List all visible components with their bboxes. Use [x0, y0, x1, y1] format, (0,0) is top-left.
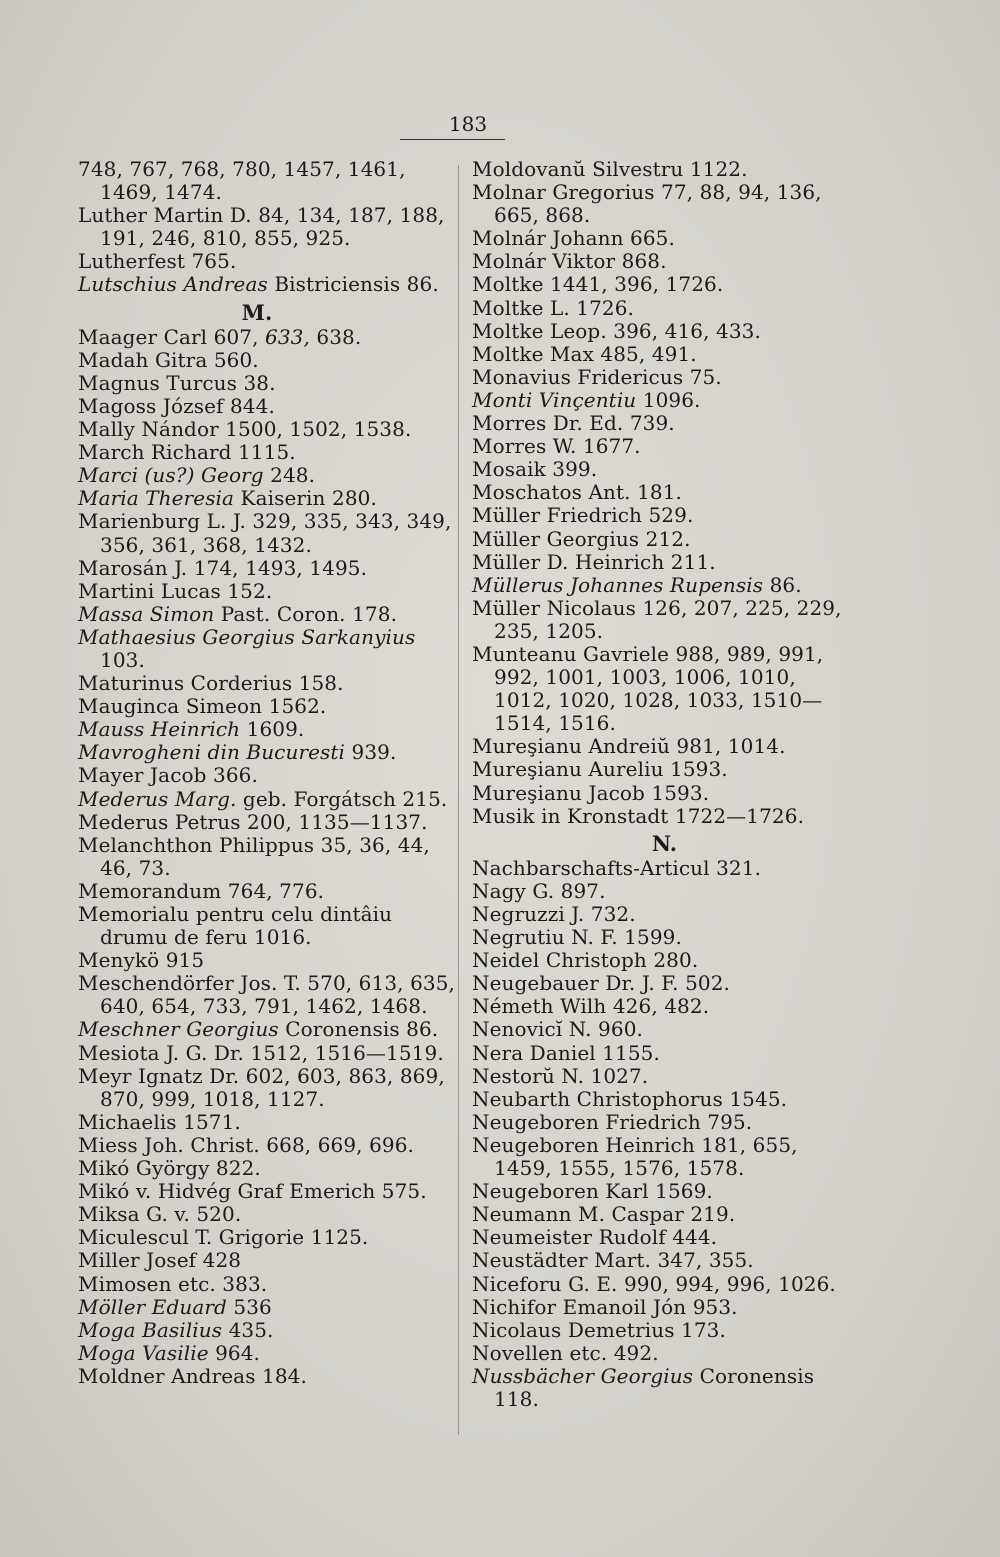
entry-text: Menykö 915 — [78, 948, 205, 973]
index-entry — [78, 903, 456, 949]
entry-text: Morres W. 1677. — [472, 434, 641, 459]
index-entry — [472, 782, 857, 805]
index-entry — [78, 1365, 456, 1388]
entry-text: March Richard 1115. — [78, 440, 296, 465]
index-entry — [472, 735, 857, 758]
entry-text: 638. — [309, 324, 362, 349]
entry-text: 964. — [208, 1340, 261, 1365]
entry-text: Marienburg L. J. 329, 335, 343, 349, 356, 361, 368, 1432. — [78, 509, 452, 557]
entry-text: Moldner Andreas 184. — [78, 1363, 307, 1388]
entry-text: Mureşianu Jacob 1593. — [472, 780, 710, 805]
entry-text: Mederus Petrus 200, 1135—1137. — [78, 809, 428, 834]
index-entry — [472, 250, 857, 273]
index-entry — [472, 1180, 857, 1203]
index-entry — [472, 1042, 857, 1065]
entry-text: Mosaik 399. — [472, 457, 598, 482]
index-entry — [78, 557, 456, 580]
index-entry — [78, 250, 456, 273]
index-entry — [78, 764, 456, 787]
index-entry — [78, 718, 456, 741]
entry-text: Nenovicĭ N. 960. — [472, 1017, 643, 1042]
section-letter-heading: M. — [241, 299, 273, 325]
entry-text-italic: Mathaesius Georgius Sarkanyius — [78, 624, 416, 649]
entry-text: Neugebauer Dr. J. F. 502. — [472, 971, 731, 996]
index-entry — [78, 1203, 456, 1226]
index-entry — [472, 1088, 857, 1111]
index-entry — [472, 903, 857, 926]
entry-text-italic: 633, — [265, 324, 310, 349]
index-entry — [472, 158, 857, 181]
index-entry — [78, 441, 456, 464]
index-entry — [472, 1203, 857, 1226]
index-entry — [78, 1249, 456, 1272]
header-rule — [400, 139, 505, 140]
entry-text-italic: Moga Basilius — [78, 1317, 223, 1342]
entry-text: 1096. — [636, 387, 701, 412]
entry-text-italic: Maria Theresia — [78, 486, 235, 511]
column-divider — [458, 165, 459, 1435]
index-entry — [472, 366, 857, 389]
index-entry — [78, 1273, 456, 1296]
index-entry — [472, 643, 857, 735]
entry-text: Németh Wilh 426, 482. — [472, 994, 710, 1019]
entry-text: Maturinus Corderius 158. — [78, 671, 344, 696]
entry-text: Coronensis 118. — [494, 1363, 815, 1411]
entry-text: Mauginca Simeon 1562. — [78, 694, 327, 719]
entry-text-italic: Marci (us?) Georg — [78, 463, 264, 488]
entry-text: Luther Martin D. 84, 134, 187, 188, 191, 246, 810, 855, 925. — [78, 203, 445, 251]
index-entry — [78, 788, 456, 811]
entry-text: Miller Josef 428 — [78, 1248, 242, 1273]
index-entry — [472, 435, 857, 458]
entry-text: Neugeboren Karl 1569. — [472, 1179, 713, 1204]
index-entry — [78, 834, 456, 880]
index-entry — [78, 204, 456, 250]
entry-text: 103. — [100, 647, 145, 672]
entry-text: 536 — [226, 1294, 272, 1319]
entry-text: geb. Forgátsch 215. — [236, 786, 448, 811]
index-entry — [472, 412, 857, 435]
entry-text: 748, 767, 768, 780, 1457, 1461, 1469, 1474. — [78, 157, 406, 205]
index-entry — [472, 1134, 857, 1180]
entry-text: Müller D. Heinrich 211. — [472, 549, 716, 574]
index-entry — [78, 326, 456, 349]
index-entry — [78, 1018, 456, 1041]
entry-text: Meschendörfer Jos. T. 570, 613, 635, 640, 654, 733, 791, 1462, 1468. — [78, 971, 455, 1019]
entry-text: Molnár Viktor 868. — [472, 249, 667, 274]
entry-text: Moltke Leop. 396, 416, 433. — [472, 318, 761, 343]
entry-text: Molnár Johann 665. — [472, 226, 675, 251]
entry-text: Müller Georgius 212. — [472, 526, 691, 551]
entry-text-italic: Lutschius Andreas — [78, 272, 268, 297]
index-entry — [472, 597, 857, 643]
index-entry — [78, 603, 456, 626]
entry-text: Monavius Fridericus 75. — [472, 364, 722, 389]
index-entry — [472, 972, 857, 995]
section-letter-heading: N. — [651, 830, 678, 856]
index-entry — [472, 528, 857, 551]
index-entry — [472, 458, 857, 481]
entry-text: Miess Joh. Christ. 668, 669, 696. — [78, 1132, 415, 1157]
entry-text: 435. — [222, 1317, 274, 1342]
entry-text: Moltke Max 485, 491. — [472, 341, 697, 366]
index-entry — [472, 389, 857, 412]
entry-text: Moldovanŭ Silvestru 1122. — [472, 157, 748, 181]
index-entry — [472, 1111, 857, 1134]
entry-text-italic: Mauss Heinrich — [78, 717, 241, 742]
index-entry — [78, 880, 456, 903]
index-entry — [472, 805, 857, 828]
entry-text: Moltke L. 1726. — [472, 295, 635, 320]
index-entry — [472, 880, 857, 903]
index-entry — [78, 1065, 456, 1111]
entry-text: Negrutiu N. F. 1599. — [472, 925, 682, 950]
index-entry — [472, 1065, 857, 1088]
entry-text: Mayer Jacob 366. — [78, 763, 258, 788]
entry-text: Martini Lucas 152. — [78, 578, 273, 603]
index-entry — [472, 551, 857, 574]
left-column — [78, 158, 456, 1388]
entry-text: Neustädter Mart. 347, 355. — [472, 1248, 754, 1273]
entry-text: Novellen etc. 492. — [472, 1340, 659, 1365]
index-entry — [78, 158, 456, 204]
entry-text: Müller Nicolaus 126, 207, 225, 229, 235, 1205. — [472, 595, 842, 643]
index-entry — [472, 1365, 857, 1411]
entry-text: Neugeboren Friedrich 795. — [472, 1109, 753, 1134]
index-entry — [472, 273, 857, 296]
index-entry — [472, 758, 857, 781]
index-entry — [78, 1042, 456, 1065]
entry-text: Memorialu pentru celu dintâiu drumu de feru 1016. — [78, 902, 393, 950]
entry-text: Niceforu G. E. 990, 994, 996, 1026. — [472, 1271, 836, 1296]
index-entry — [78, 741, 456, 764]
index-entry — [78, 1111, 456, 1134]
entry-text: Magnus Turcus 38. — [78, 370, 276, 395]
entry-text-italic: Moga Vasilie — [78, 1340, 209, 1365]
index-entry — [78, 949, 456, 972]
entry-text: Neubarth Christophorus 1545. — [472, 1086, 788, 1111]
index-entry — [472, 343, 857, 366]
index-entry — [78, 464, 456, 487]
index-entry — [78, 273, 456, 296]
entry-text-italic: Möller Eduard — [78, 1294, 227, 1319]
entry-text: Maager Carl 607, — [78, 324, 266, 349]
entry-text: Negruzzi J. 732. — [472, 902, 636, 926]
entry-text: Melanchthon Philippus 35, 36, 44, 46, 73. — [78, 832, 430, 880]
entry-text: Lutherfest 765. — [78, 249, 237, 274]
entry-text: Mureşianu Aureliu 1593. — [472, 757, 728, 782]
index-entry — [472, 1273, 857, 1296]
entry-text: 86. — [763, 572, 802, 597]
entry-text: 248. — [263, 463, 316, 488]
index-entry — [78, 372, 456, 395]
entry-text: Nagy G. 897. — [472, 878, 606, 903]
entry-text: Moltke 1441, 396, 1726. — [472, 272, 724, 297]
entry-text-italic: Müllerus Johannes Rupensis — [472, 572, 764, 597]
index-entry — [78, 418, 456, 441]
entry-text: Neumann M. Caspar 219. — [472, 1202, 736, 1227]
entry-text: Coronensis 86. — [278, 1017, 439, 1042]
entry-text: Mikó György 822. — [78, 1156, 261, 1181]
entry-text: Moschatos Ant. 181. — [472, 480, 682, 505]
index-entry — [472, 1342, 857, 1365]
index-entry — [472, 1226, 857, 1249]
entry-text: Nestorŭ N. 1027. — [472, 1063, 649, 1088]
entry-text: Marosán J. 174, 1493, 1495. — [78, 555, 368, 580]
index-entry — [78, 1134, 456, 1157]
entry-text: Mally Nándor 1500, 1502, 1538. — [78, 417, 412, 442]
index-entry — [472, 1296, 857, 1319]
entry-text: Nachbarschafts-Articul 321. — [472, 855, 762, 880]
entry-text: Miksa G. v. 520. — [78, 1202, 242, 1227]
entry-text-italic: Monti Vinçentiu — [472, 387, 637, 412]
index-entry — [78, 1319, 456, 1342]
index-entry — [472, 995, 857, 1018]
page-number: 183 — [448, 112, 488, 136]
index-entry — [78, 1342, 456, 1365]
entry-text: Mesiota J. G. Dr. 1512, 1516—1519. — [78, 1040, 444, 1065]
index-entry — [78, 1296, 456, 1319]
right-column — [472, 158, 857, 1411]
index-entry — [78, 626, 456, 672]
entry-text-italic: Massa Simon — [78, 601, 215, 626]
entry-text: Nichifor Emanoil Jón 953. — [472, 1294, 738, 1319]
index-entry — [78, 695, 456, 718]
entry-text-italic: Nussbächer Georgius — [472, 1363, 694, 1388]
entry-text: Neidel Christoph 280. — [472, 948, 699, 973]
entry-text: Memorandum 764, 776. — [78, 878, 325, 903]
index-entry — [472, 1319, 857, 1342]
entry-text: Nera Daniel 1155. — [472, 1040, 660, 1065]
index-entry — [472, 949, 857, 972]
entry-text: 1609. — [240, 717, 305, 742]
entry-text: Kaiserin 280. — [234, 486, 377, 511]
index-entry — [472, 297, 857, 320]
index-entry — [78, 395, 456, 418]
index-entry — [472, 504, 857, 527]
index-entry — [78, 510, 456, 556]
index-entry — [78, 972, 456, 1018]
entry-text: Miculescul T. Grigorie 1125. — [78, 1225, 369, 1250]
index-entry — [78, 811, 456, 834]
index-entry — [78, 672, 456, 695]
entry-text: Neumeister Rudolf 444. — [472, 1225, 718, 1250]
entry-text: Nicolaus Demetrius 173. — [472, 1317, 726, 1342]
entry-text: Michaelis 1571. — [78, 1109, 241, 1134]
index-entry — [472, 857, 857, 880]
entry-text: Magoss József 844. — [78, 393, 275, 418]
entry-text: Munteanu Gavriele 988, 989, 991, 992, 1001, 1003, 1006, 1010, 1012, 1020, 1028, 1033, 1510—1514, 1516. — [472, 641, 824, 736]
index-entry — [472, 481, 857, 504]
entry-text: 939. — [345, 740, 397, 765]
entry-text: Musik in Kronstadt 1722—1726. — [472, 803, 805, 828]
entry-text: Madah Gitra 560. — [78, 347, 259, 372]
index-entry — [78, 349, 456, 372]
entry-text-italic: Meschner Georgius — [78, 1017, 279, 1042]
entry-text: Bistriciensis 86. — [267, 272, 439, 297]
entry-text: Meyr Ignatz Dr. 602, 603, 863, 869, 870, 999, 1018, 1127. — [78, 1063, 445, 1111]
entry-text: Mikó v. Hidvég Graf Emerich 575. — [78, 1179, 427, 1204]
index-entry — [472, 181, 857, 227]
index-entry — [472, 320, 857, 343]
index-entry — [78, 580, 456, 603]
index-entry — [472, 926, 857, 949]
entry-text: Past. Coron. 178. — [214, 601, 398, 626]
index-entry — [78, 1180, 456, 1203]
entry-text: Mimosen etc. 383. — [78, 1271, 268, 1296]
index-entry — [472, 574, 857, 597]
entry-text-italic: Mederus Marg. — [78, 786, 237, 811]
index-entry — [78, 1157, 456, 1180]
index-entry — [78, 1226, 456, 1249]
entry-text: Mureşianu Andreiŭ 981, 1014. — [472, 734, 786, 759]
entry-text: Müller Friedrich 529. — [472, 503, 694, 528]
entry-text: Neugeboren Heinrich 181, 655, 1459, 1555, 1576, 1578. — [472, 1132, 798, 1181]
index-entry — [472, 1249, 857, 1272]
entry-text: Molnar Gregorius 77, 88, 94, 136, 665, 868. — [472, 180, 822, 228]
entry-text: Morres Dr. Ed. 739. — [472, 411, 675, 436]
index-entry — [472, 1018, 857, 1041]
index-entry — [78, 487, 456, 510]
entry-text-italic: Mavrogheni din Bucuresti — [78, 740, 346, 765]
index-entry — [472, 227, 857, 250]
